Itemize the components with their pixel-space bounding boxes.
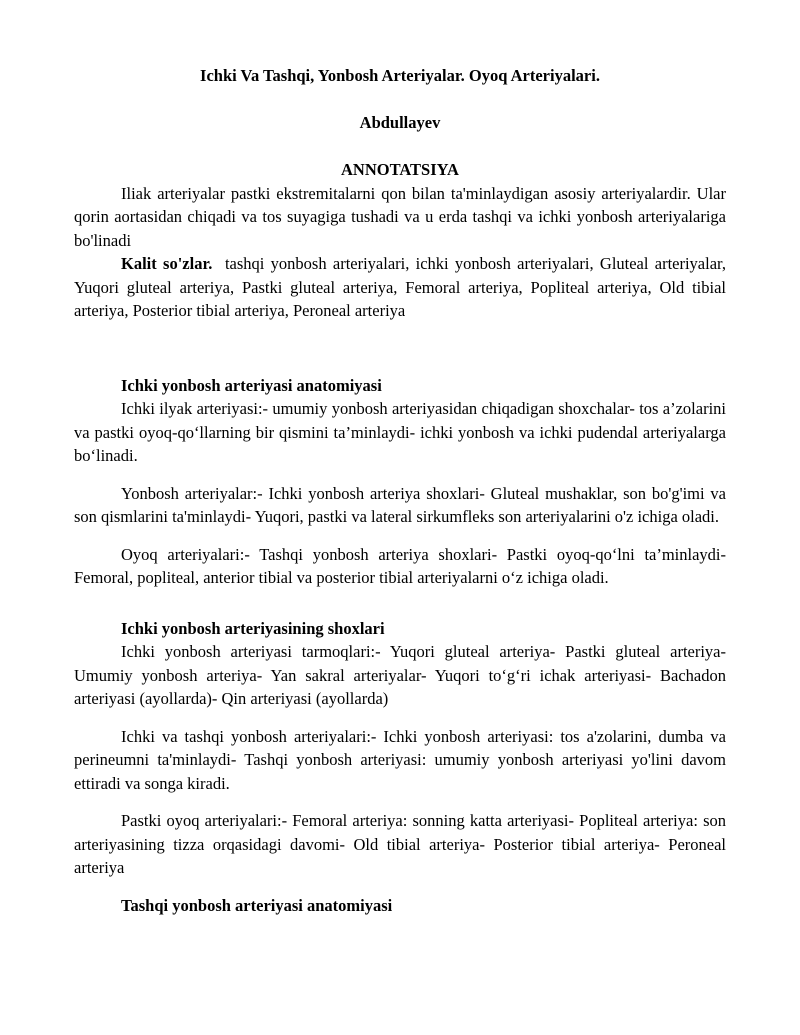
document-title: Ichki Va Tashqi, Yonbosh Arteriyalar. Oyoq Arteriyalari. bbox=[200, 66, 600, 85]
body-paragraph: Oyoq arteriyalari:- Tashqi yonbosh arteriya shoxlari- Pastki oyoq-qo‘lni ta’minlaydi- Femoral, popliteal, anterior tibial va posterior tibial arteriyalarni o‘z ichiga oladi. bbox=[74, 544, 726, 587]
body-paragraph: Ichki yonbosh arteriyasi tarmoqlari:- Yuqori gluteal arteriya- Pastki gluteal arteriya- Umumiy yonbosh arteriya- Yan sakral arteriyalar- Yuqori to‘g‘ri ichak arteriyasi- Bachadon arteriyasi (ayollarda)- Qin arteriyasi (ayollarda) bbox=[74, 642, 726, 708]
body-paragraph: Ichki ilyak arteriyasi:- umumiy yonbosh arteriyasidan chiqadigan shoxchalar- tos a’zolarini va pastki oyoq-qo‘llarning bir qismini ta’minlaydi- ichki yonbosh va ichki pudendal arteriyalarga bo‘linadi. bbox=[74, 399, 726, 465]
section-heading: Tashqi yonbosh arteriyasi anatomiyasi bbox=[121, 895, 393, 915]
body-paragraph: Pastki oyoq arteriyalari:- Femoral arteriya: sonning katta arteriyasi- Popliteal arteriya: son arteriyasining tizza orqasidagi davomi- Old tibial arteriya- Posterior tibial arteriya- Peroneal arteriya bbox=[74, 811, 726, 877]
section-heading: Ichki yonbosh arteriyasi anatomiyasi bbox=[121, 375, 382, 395]
keywords-text: tashqi yonbosh arteriyalari, ichki yonbosh arteriyalari, Gluteal arteriyalar, Yuqori gluteal arteriya, Pastki gluteal arteriya, Femoral arteriya, Popliteal arteriya, Old tibial arteriya, Posterior tibial arteriya, Peroneal arteriya bbox=[74, 254, 726, 320]
body-paragraph: Yonbosh arteriyalar:- Ichki yonbosh arteriya shoxlari- Gluteal mushaklar, son bo'g'imi va son qismlarini ta'minlaydi- Yuqori, pastki va lateral sirkumfleks son arteriyalarini o'z ichiga oladi. bbox=[74, 483, 726, 526]
body-paragraph: Ichki va tashqi yonbosh arteriyalari:- Ichki yonbosh arteriyasi: tos a'zolarini, dumba va perineumni ta'minlaydi- Tashqi yonbosh arteriyasi: umumiy yonbosh arteriyasi yo'lini davom ettiradi va songa kiradi. bbox=[74, 726, 726, 793]
keywords-paragraph bbox=[74, 252, 726, 323]
section-heading: Ichki yonbosh arteriyasining shoxlari bbox=[121, 618, 385, 638]
annotation-paragraph: Iliak arteriyalar pastki ekstremitalarni qon bilan ta'minlaydigan asosiy arteriyalardir. Ular qorin aortasidan chiqadi va tos suyagiga tushadi va u erda tashqi va ichki yonbosh arteriyalariga bo'linadi bbox=[74, 183, 726, 250]
keywords-label: Kalit so'zlar. bbox=[121, 254, 213, 273]
annotation-heading: ANNOTATSIYA bbox=[341, 160, 459, 179]
document-page bbox=[74, 0, 726, 917]
author-name: Abdullayev bbox=[359, 112, 441, 132]
